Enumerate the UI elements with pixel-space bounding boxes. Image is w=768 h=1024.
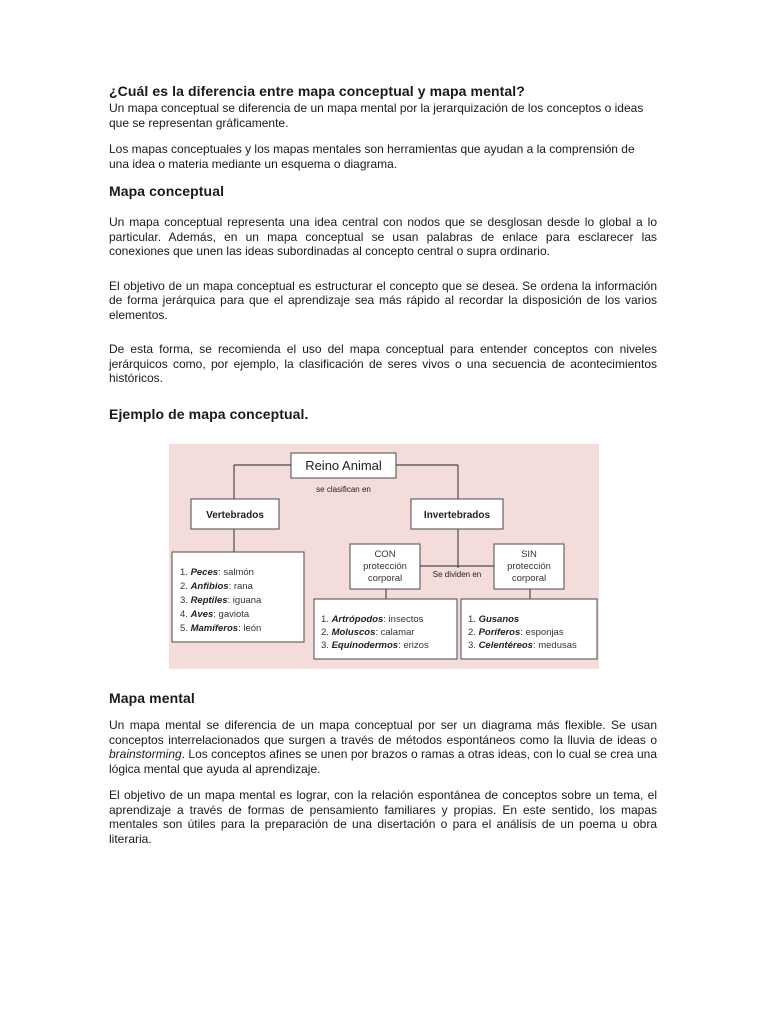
- vertebrados-item-name: Reptiles: [190, 595, 228, 606]
- document-text-top: [109, 83, 657, 422]
- divide-link-label: Se dividen en: [432, 570, 482, 579]
- vertebrados-item-number: 2.: [180, 581, 191, 592]
- vertebrados-list: [180, 567, 262, 634]
- sin-line-2: protección: [507, 561, 551, 572]
- con-line-1: CON: [374, 549, 396, 560]
- vertebrados-item-example: : gaviota: [213, 609, 250, 620]
- sin-proteccion-item-number: 3.: [468, 640, 479, 651]
- vertebrados-item-example: : salmón: [218, 567, 254, 578]
- document-text-bottom: [109, 690, 657, 846]
- vertebrados-item: [180, 567, 254, 578]
- sin-proteccion-item: [468, 627, 564, 638]
- sin-proteccion-item-example: : esponjas: [520, 627, 564, 638]
- vertebrados-item: [180, 581, 254, 592]
- question-title: ¿Cuál es la diferencia entre mapa conceptual y mapa mental?: [109, 83, 525, 99]
- mental-paragraph-1-part-a: Un mapa mental se diferencia de un mapa conceptual por ser un diagrama más flexible. Se usan conceptos interrelacionados que surgen a través de métodos espontáneos como la lluvia de ideas o: [109, 718, 657, 747]
- con-proteccion-item-number: 2.: [321, 627, 332, 638]
- con-proteccion-item-number: 1.: [321, 614, 332, 625]
- con-proteccion-item: [321, 614, 424, 625]
- section-title-mapa-mental: Mapa mental: [109, 690, 195, 706]
- example-title: Ejemplo de mapa conceptual.: [109, 405, 309, 422]
- intro-paragraph-1: Un mapa conceptual se diferencia de un mapa mental por la jerarquización de los conceptos o ideas que se representan gráficamente.: [109, 101, 644, 130]
- con-proteccion-item-number: 3.: [321, 640, 332, 651]
- sin-proteccion-item-name: Poríferos: [478, 627, 521, 638]
- vertebrados-item-number: 1.: [180, 567, 191, 578]
- vertebrados-item-name: Anfibios: [190, 581, 229, 592]
- conceptual-paragraph-1: Un mapa conceptual representa una idea central con nodos que se desglosan desde lo global a lo particular. Además, en un mapa conceptual se usan palabras de enlace para esclarecer las conexiones que unen las ideas subordinadas al concepto central o supra ordinario.: [109, 215, 657, 258]
- con-line-3: corporal: [367, 573, 403, 584]
- sin-line-1: SIN: [521, 549, 537, 560]
- vertebrados-item-name: Peces: [190, 567, 219, 578]
- conceptual-paragraph-3: De esta forma, se recomienda el uso del mapa conceptual para entender conceptos con niveles jerárquicos como, por ejemplo, la clasificación de seres vivos o una secuencia de acontecimientos históricos.: [109, 342, 657, 385]
- sin-proteccion-item: [468, 640, 577, 651]
- con-proteccion-item-example: : insectos: [383, 614, 424, 625]
- vertebrados-item: [180, 609, 250, 620]
- con-proteccion-item-example: : calamar: [375, 627, 415, 638]
- con-proteccion-item-example: : erizos: [398, 640, 429, 651]
- con-line-2: protección: [363, 561, 407, 572]
- con-proteccion-item: [321, 627, 414, 638]
- con-proteccion-item-name: Equinodermos: [331, 640, 399, 651]
- mental-paragraph-1-part-b: . Los conceptos afines se unen por brazos o ramas a otras ideas, con lo cual se crea una lógica mental que ayuda al aprendizaje.: [109, 747, 657, 776]
- vertebrados-item-example: : rana: [228, 581, 253, 592]
- intro-paragraph-2: Los mapas conceptuales y los mapas mentales son herramientas que ayudan a la comprensión de una idea o materia mediante un esquema o diagrama.: [109, 142, 635, 171]
- root-link-label: se clasifican en: [316, 485, 371, 494]
- vertebrados-item-example: : león: [238, 623, 262, 634]
- vertebrados-item-number: 5.: [180, 623, 191, 634]
- root-node-label: Reino Animal: [305, 458, 382, 473]
- sin-proteccion-item-name: Gusanos: [478, 614, 520, 625]
- mental-paragraph-2: El objetivo de un mapa mental es lograr, con la relación espontánea de conceptos sobre un tema, el aprendizaje a través de formas de pensamiento familiares y propias. En este sentido, los mapas mentales son útiles para la preparación de una disertación o para el análisis de un poema u obra literaria.: [109, 788, 657, 846]
- sin-proteccion-item: [468, 614, 519, 625]
- vertebrados-item-name: Mamíferos: [190, 623, 239, 634]
- sin-proteccion-item-number: 1.: [468, 614, 479, 625]
- vertebrados-item-example: : iguana: [227, 595, 262, 606]
- vertebrados-item: [180, 595, 262, 606]
- con-proteccion-item: [321, 640, 429, 651]
- con-proteccion-item-name: Moluscos: [331, 627, 376, 638]
- con-proteccion-list: [321, 614, 429, 651]
- mental-paragraph-1-emphasis: brainstorming: [109, 747, 182, 761]
- con-proteccion-item-name: Artrópodos: [331, 614, 384, 625]
- vertebrados-node-label: Vertebrados: [206, 510, 264, 521]
- sin-line-3: corporal: [511, 573, 547, 584]
- concept-map-svg: [169, 444, 599, 669]
- sin-proteccion-item-number: 2.: [468, 627, 479, 638]
- vertebrados-item-number: 4.: [180, 609, 191, 620]
- vertebrados-item: [180, 623, 261, 634]
- sin-proteccion-item-name: Celentéreos: [478, 640, 533, 651]
- vertebrados-item-number: 3.: [180, 595, 191, 606]
- vertebrados-item-name: Aves: [190, 609, 214, 620]
- mental-paragraph-1: [109, 718, 657, 776]
- section-title-mapa-conceptual: Mapa conceptual: [109, 183, 225, 199]
- concept-map-diagram: [169, 444, 599, 669]
- conceptual-paragraph-2: El objetivo de un mapa conceptual es estructurar el concepto que se desea. Se ordena la información de forma jerárquica para que el aprendizaje sea más rápido al recordar la disposición de los varios elementos.: [109, 278, 657, 322]
- invertebrados-node-label: Invertebrados: [423, 510, 491, 521]
- sin-proteccion-item-example: : medusas: [532, 640, 577, 651]
